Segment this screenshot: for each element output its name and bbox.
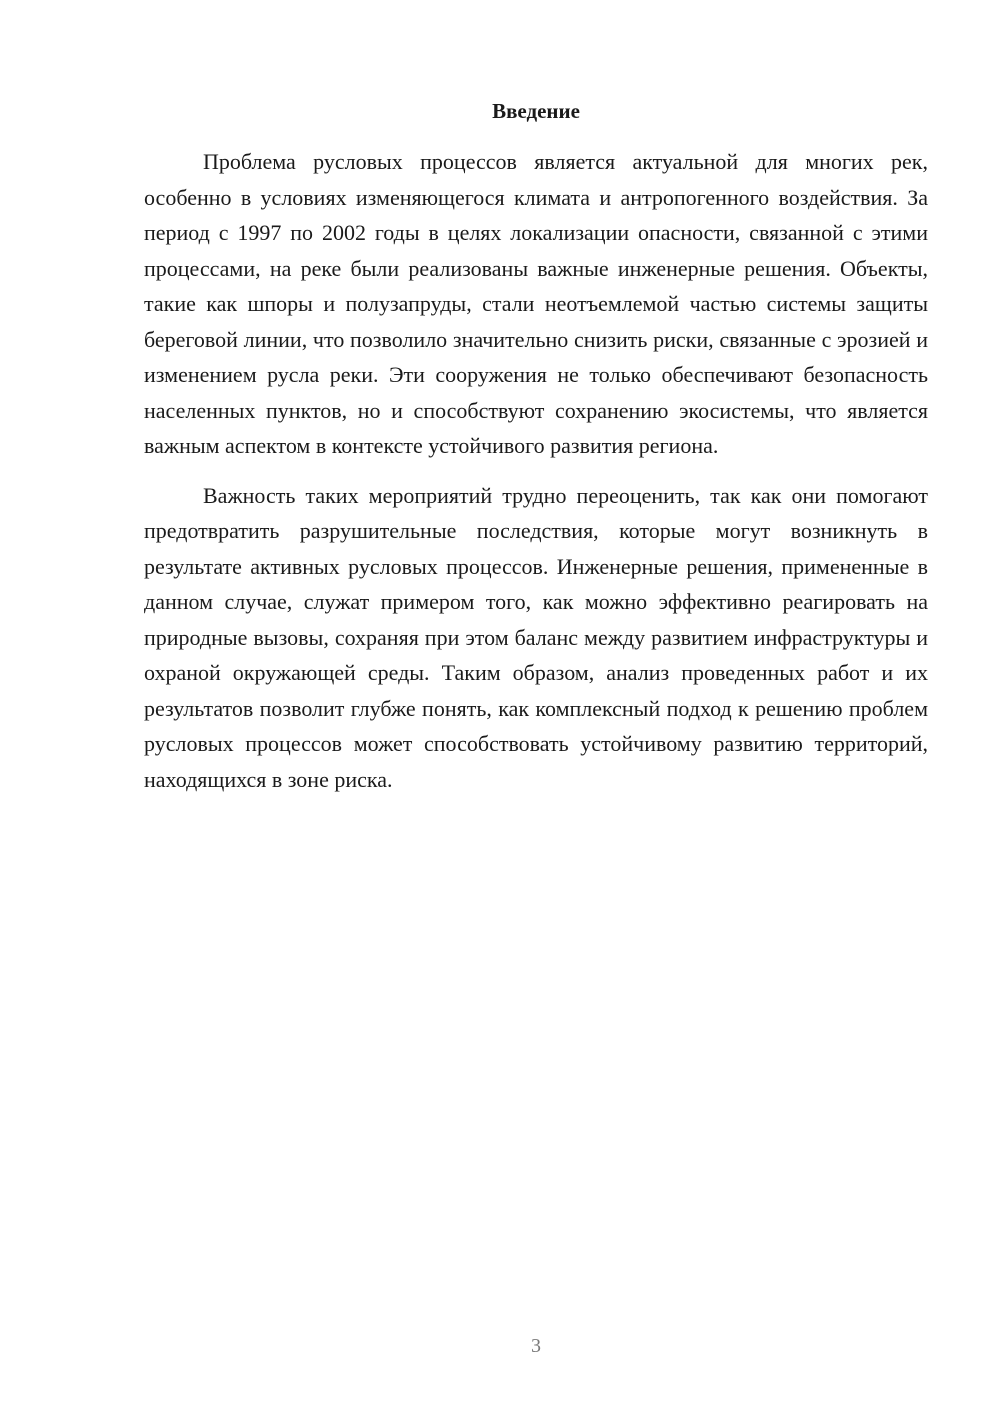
section-heading: Введение — [492, 99, 580, 123]
page-number: 3 — [531, 1335, 541, 1357]
paragraph-2: Важность таких мероприятий трудно переоценить, так как они помогают предотвратить разрушительные последствия, которые могут возникнуть в результате активных русловых процессов. Инженерные решения, примененные в данном случае, служат примером того, как можно эффективно реагировать на природные вызовы, сохраняя при этом баланс между развитием инфраструктуры и охраной окружающей среды. Таким образом, анализ проведенных работ и их результатов позволит глубже понять, как комплексный подход к решению проблем русловых процессов может способствовать устойчивому развитию территорий, находящихся в зоне риска. — [144, 482, 928, 792]
body-text — [144, 144, 928, 797]
paragraph-1: Проблема русловых процессов является актуальной для многих рек, особенно в условиях изменяющегося климата и антропогенного воздействия. За период с 1997 по 2002 годы в целях локализации опасности, связанной с этими процессами, на реке были реализованы важные инженерные решения. Объекты, такие как шпоры и полузапруды, стали неотъемлемой частью системы защиты береговой линии, что позволило значительно снизить риски, связанные с эрозией и изменением русла реки. Эти сооружения не только обеспечивают безопасность населенных пунктов, но и способствуют сохранению экосистемы, что является важным аспектом в контексте устойчивого развития региона. — [144, 149, 928, 458]
